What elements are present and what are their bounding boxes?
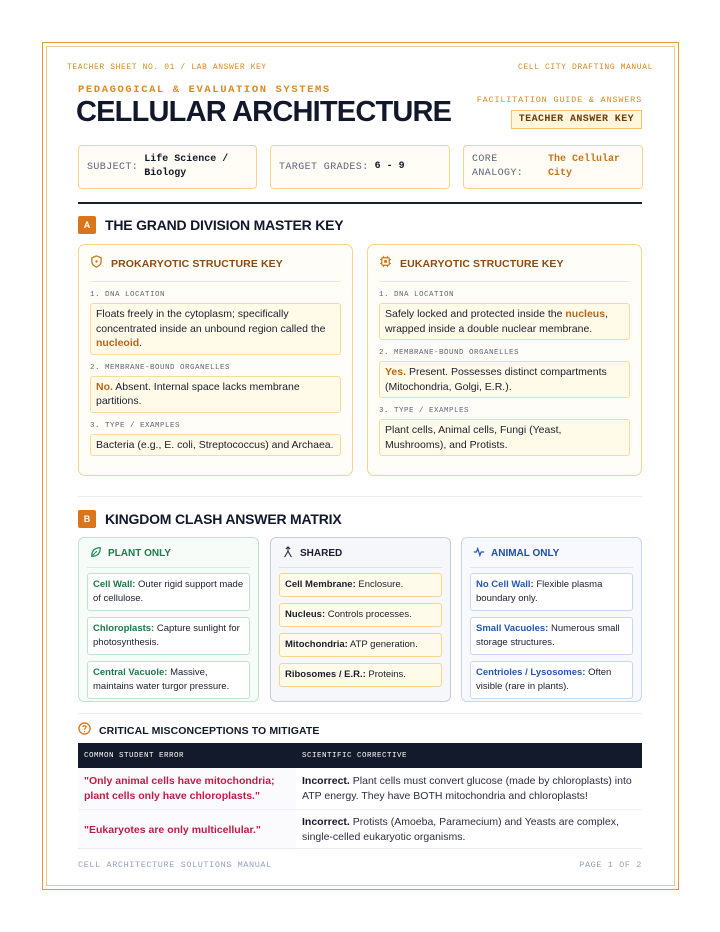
eukaryotic-card-header bbox=[379, 255, 630, 282]
shared-item bbox=[279, 603, 442, 627]
plant-desc: Capture sunlight for photosynthesis. bbox=[93, 623, 240, 648]
shared-term: Mitochondria: bbox=[285, 639, 348, 650]
subject-box bbox=[78, 145, 257, 189]
plant-item bbox=[87, 573, 250, 611]
shared-item bbox=[279, 633, 442, 657]
animal-term: Small Vacuoles: bbox=[476, 623, 549, 634]
prokaryotic-card-title: PROKARYOTIC STRUCTURE KEY bbox=[111, 258, 283, 270]
animal-only-header bbox=[470, 546, 633, 568]
shared-header bbox=[279, 546, 442, 568]
dna-location-label: 1. DNA LOCATION bbox=[379, 291, 455, 299]
plant-desc: Outer rigid support made of cellulose. bbox=[93, 579, 244, 604]
answer-text-end: , wrapped inside a double nuclear membrane. bbox=[385, 308, 608, 335]
section-a-badge: A bbox=[78, 216, 96, 234]
manual-name: CELL CITY DRAFTING MANUAL bbox=[517, 63, 653, 72]
corrective-verdict: Incorrect. bbox=[302, 816, 350, 828]
analogy-value-line2: City bbox=[548, 168, 573, 179]
animal-item bbox=[470, 617, 633, 655]
animal-only-column bbox=[461, 537, 642, 702]
footer bbox=[78, 860, 642, 870]
top-strip bbox=[67, 63, 653, 72]
analogy-label bbox=[472, 153, 542, 181]
analogy-label-line2: ANALOGY: bbox=[472, 168, 524, 179]
page-title: CELLULAR ARCHITECTURE bbox=[76, 96, 452, 128]
answer-key-badge: TEACHER ANSWER KEY bbox=[511, 110, 642, 129]
table-row bbox=[78, 768, 642, 810]
plant-desc: Massive, maintains water turgor pressure. bbox=[93, 667, 230, 692]
shared-term: Nucleus: bbox=[285, 609, 326, 620]
plant-only-title: PLANT ONLY bbox=[108, 548, 171, 559]
shared-term: Cell Membrane: bbox=[285, 579, 356, 590]
animal-term: No Cell Wall: bbox=[476, 579, 534, 590]
answer-text: Safely locked and protected inside the bbox=[385, 308, 566, 320]
analogy-label-line1: CORE bbox=[472, 154, 498, 165]
table-row bbox=[78, 810, 642, 850]
organelles-answer bbox=[379, 361, 630, 398]
chip-icon bbox=[379, 255, 392, 273]
subject-value bbox=[144, 153, 228, 181]
column-header-fix: SCIENTIFIC CORRECTIVE bbox=[302, 751, 408, 760]
animal-desc: Numerous small storage structures. bbox=[476, 623, 620, 648]
plant-item bbox=[87, 661, 250, 699]
plant-term: Chloroplasts: bbox=[93, 623, 155, 634]
animal-term: Centrioles / Lysosomes: bbox=[476, 667, 586, 678]
dna-location-answer bbox=[379, 303, 630, 340]
shared-desc: ATP generation. bbox=[347, 639, 418, 650]
subject-value-line2: Biology bbox=[144, 168, 187, 179]
organelles-label: 2. MEMBRANE-BOUND ORGANELLES bbox=[379, 349, 520, 357]
animal-item bbox=[470, 661, 633, 699]
dna-location-answer bbox=[90, 303, 341, 355]
grades-box bbox=[270, 145, 450, 189]
examples-answer: Plant cells, Animal cells, Fungi (Yeast, Mushrooms), and Protists. bbox=[379, 419, 630, 456]
section-divider bbox=[78, 713, 642, 714]
plant-term: Cell Wall: bbox=[93, 579, 136, 590]
corrective-text: Protists (Amoeba, Paramecium) and Yeasts are complex, single-celled eukaryotic organisms. bbox=[302, 816, 619, 843]
yes-term: Yes. bbox=[385, 366, 407, 378]
misconceptions-title: CRITICAL MISCONCEPTIONS TO MITIGATE bbox=[99, 725, 320, 737]
section-b-heading bbox=[78, 510, 341, 528]
shared-desc: Proteins. bbox=[365, 669, 406, 680]
header-divider bbox=[78, 202, 642, 204]
plant-item bbox=[87, 617, 250, 655]
plant-term: Central Vacuole: bbox=[93, 667, 168, 678]
organelles-answer bbox=[90, 376, 341, 413]
section-b-badge: B bbox=[78, 510, 96, 528]
shared-item bbox=[279, 573, 442, 597]
footer-manual-name: CELL ARCHITECTURE SOLUTIONS MANUAL bbox=[78, 860, 272, 870]
animal-item bbox=[470, 573, 633, 611]
shared-desc: Enclosure. bbox=[355, 579, 404, 590]
animal-desc: Often visible (rare in plants). bbox=[476, 667, 612, 692]
shared-term: Ribosomes / E.R.: bbox=[285, 669, 366, 680]
eyebrow: PEDAGOGICAL & EVALUATION SYSTEMS bbox=[78, 84, 331, 96]
table-header bbox=[78, 743, 642, 768]
section-divider bbox=[78, 496, 642, 497]
nucleoid-term: nucleoid bbox=[96, 337, 140, 349]
examples-label: 3. TYPE / EXAMPLES bbox=[379, 407, 470, 415]
answer-text: Present. Possesses distinct compartments (Mitochondria, Golgi, E.R.). bbox=[385, 366, 607, 393]
page-number: PAGE 1 OF 2 bbox=[579, 860, 642, 870]
animal-desc: Flexible plasma boundary only. bbox=[476, 579, 603, 604]
eukaryotic-card bbox=[367, 244, 642, 476]
scientific-corrective bbox=[296, 768, 642, 809]
section-a-heading bbox=[78, 216, 343, 234]
organelles-label: 2. MEMBRANE-BOUND ORGANELLES bbox=[90, 363, 231, 372]
question-icon bbox=[78, 722, 91, 740]
eukaryotic-card-title: EUKARYOTIC STRUCTURE KEY bbox=[400, 258, 564, 270]
scientific-corrective bbox=[296, 810, 642, 850]
answer-text-end: . bbox=[139, 337, 143, 349]
student-error: "Only animal cells have mitochondria; plant cells only have chloroplasts." bbox=[78, 768, 296, 809]
shared-item bbox=[279, 663, 442, 687]
plant-only-column bbox=[78, 537, 259, 702]
answer-text: Absent. Internal space lacks membrane partitions. bbox=[96, 380, 300, 407]
section-b-title: KINGDOM CLASH ANSWER MATRIX bbox=[105, 511, 342, 527]
grades-value: 6 - 9 bbox=[374, 161, 405, 172]
shared-title: SHARED bbox=[300, 548, 343, 559]
misconceptions-heading bbox=[78, 722, 320, 740]
prokaryotic-card-header bbox=[90, 255, 341, 282]
analogy-box bbox=[463, 145, 643, 189]
analogy-value-line1: The Cellular bbox=[548, 154, 621, 165]
plant-only-header bbox=[87, 546, 250, 568]
analogy-value bbox=[548, 153, 620, 181]
shared-column bbox=[270, 537, 451, 702]
student-error: "Eukaryotes are only multicellular." bbox=[78, 810, 296, 850]
no-term: No. bbox=[96, 380, 113, 393]
leaf-icon bbox=[90, 546, 102, 561]
shared-desc: Controls processes. bbox=[325, 609, 412, 620]
shield-icon bbox=[90, 255, 103, 273]
misconceptions-table bbox=[78, 743, 642, 850]
examples-answer: Bacteria (e.g., E. coli, Streptococcus) and Archaea. bbox=[90, 434, 341, 457]
column-header-error: COMMON STUDENT ERROR bbox=[84, 751, 185, 760]
guide-label: FACILITATION GUIDE & ANSWERS bbox=[476, 95, 642, 105]
dna-location-label: 1. DNA LOCATION bbox=[90, 291, 166, 299]
examples-label: 3. TYPE / EXAMPLES bbox=[90, 421, 181, 430]
footer-divider bbox=[78, 848, 642, 849]
sheet-number: TEACHER SHEET NO. 01 / LAB ANSWER KEY bbox=[67, 63, 267, 72]
corrective-text: Plant cells must convert glucose (made by chloroplasts) into ATP energy. They have BOTH mitochondria and chloroplasts! bbox=[302, 775, 632, 802]
corrective-verdict: Incorrect. bbox=[302, 775, 350, 787]
pulse-icon bbox=[473, 546, 485, 561]
animal-only-title: ANIMAL ONLY bbox=[491, 548, 560, 559]
answer-text: Floats freely in the cytoplasm; specifically concentrated inside an unbound region called the bbox=[96, 308, 326, 335]
grades-label: TARGET GRADES: bbox=[279, 161, 369, 173]
merge-icon bbox=[282, 546, 294, 561]
nucleus-term: nucleus bbox=[565, 308, 606, 320]
subject-label: SUBJECT: bbox=[87, 161, 139, 173]
section-a-title: THE GRAND DIVISION MASTER KEY bbox=[105, 217, 344, 233]
subject-value-line1: Life Science / bbox=[144, 154, 229, 165]
prokaryotic-card bbox=[78, 244, 353, 476]
